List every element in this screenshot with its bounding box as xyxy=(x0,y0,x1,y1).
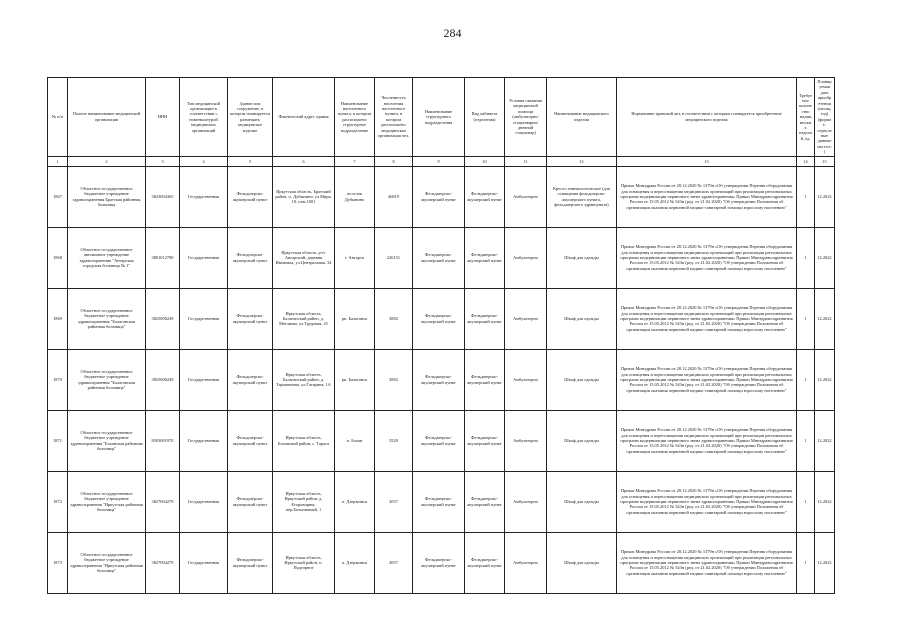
address: Иркутская область, Боханский район, с. Тараса xyxy=(273,410,335,471)
device-name: Шкаф для одежды xyxy=(547,471,617,532)
purchase-date: 12.2022 xyxy=(815,227,835,288)
column-number: 7 xyxy=(335,156,375,166)
structural-unit: Фельдшерско-акушерский пункт xyxy=(413,166,465,227)
column-number: 9 xyxy=(413,156,465,166)
structural-unit: Фельдшерско-акушерский пункт xyxy=(413,471,465,532)
organization-name: Областное государственное бюджетное учреждение здравоохранения "Боханская районная больница" xyxy=(68,410,146,471)
quantity: 1 xyxy=(797,410,815,471)
organization-name: Областное государственное бюджетное учреждение здравоохранения "Иркутская районная больница" xyxy=(68,532,146,593)
column-header: Фактический адрес здания xyxy=(273,78,335,157)
inn: 3825000249 xyxy=(146,349,180,410)
population: 3882 xyxy=(375,288,413,349)
row-number: 1868 xyxy=(48,227,68,288)
table-row xyxy=(48,227,835,288)
organization-name: Областное государственное бюджетное учреждение здравоохранения "Балаганская районная больница" xyxy=(68,288,146,349)
cabinet-type: Фельдшерско-акушерский пункт xyxy=(465,471,505,532)
cabinet-type: Фельдшерско-акушерский пункт xyxy=(465,227,505,288)
building: Фельдшерско-акушерский пункт xyxy=(228,471,273,532)
care-conditions: Амбулаторно xyxy=(505,166,547,227)
row-number: 1870 xyxy=(48,349,68,410)
quantity: 1 xyxy=(797,227,815,288)
column-number: 2 xyxy=(68,156,146,166)
column-header: Численность населения населенного пункта, в котором расположено медицинская организация чел. xyxy=(375,78,413,157)
column-header: № п/п xyxy=(48,78,68,157)
organization-type: Государственная xyxy=(180,166,228,227)
device-name: Шкаф для одежды xyxy=(547,349,617,410)
regulatory-act: Приказ Минздрава России от 28.12.2020 № 1379н «Об утверждении Перечня оборудования для оснащения и переоснащения медицинских организаций при реализации региональных программ модернизации первичного звена здравоохранения» Приказ Минздравсоцразвития России от 15.05.2012 № 543н (ред. от 21.02.2020) "Об утверждении Положения об организации оказания первичной медико-санитарной помощи взрослому населению" xyxy=(617,288,797,349)
settlement: рп. Балаганск xyxy=(335,288,375,349)
structural-unit: Фельдшерско-акушерский пункт xyxy=(413,227,465,288)
device-name: Шкаф для одежды xyxy=(547,288,617,349)
organization-name: Областное государственное автономное учреждение здравоохранения "Ангарская городская больница № 1" xyxy=(68,227,146,288)
column-number: 11 xyxy=(505,156,547,166)
column-header: ИНН xyxy=(146,78,180,157)
column-header: Планируемая дата приобретения (месяц, год) (формат: отраслевые данные мм.гггг.) xyxy=(815,78,835,157)
regulatory-act: Приказ Минздрава России от 28.12.2020 № 1379н «Об утверждении Перечня оборудования для оснащения и переоснащения медицинских организаций при реализации региональных программ модернизации первичного звена здравоохранения» Приказ Минздравсоцразвития России от 15.05.2012 № 543н (ред. от 21.02.2020) "Об утверждении Положения об организации оказания первичной медико-санитарной помощи взрослому населению" xyxy=(617,410,797,471)
table-row xyxy=(48,471,835,532)
population: 2057 xyxy=(375,471,413,532)
care-conditions: Амбулаторно xyxy=(505,227,547,288)
row-number: 1871 xyxy=(48,410,68,471)
regulatory-act: Приказ Минздрава России от 28.12.2020 № 1379н «Об утверждении Перечня оборудования для оснащения и переоснащения медицинских организаций при реализации региональных программ модернизации первичного звена здравоохранения» Приказ Минздравсоцразвития России от 15.05.2012 № 543н (ред. от 21.02.2020) "Об утверждении Положения об организации оказания первичной медико-санитарной помощи взрослому населению" xyxy=(617,227,797,288)
organization-type: Государственная xyxy=(180,288,228,349)
column-number: 3 xyxy=(146,156,180,166)
purchase-date: 12.2022 xyxy=(815,166,835,227)
care-conditions: Амбулаторно xyxy=(505,532,547,593)
purchase-date: 12.2022 xyxy=(815,532,835,593)
table-row xyxy=(48,166,835,227)
quantity: 1 xyxy=(797,532,815,593)
address: Иркутская область, р-н. Ангарский, деревня Ивановка, ул.Центральная, 34 xyxy=(273,227,335,288)
inn: 3827004279 xyxy=(146,532,180,593)
column-header: Нормативно-правовой акт, в соответствии с которым планируется приобретение медицинского изделия xyxy=(617,78,797,157)
population: 5520 xyxy=(375,410,413,471)
row-number: 1869 xyxy=(48,288,68,349)
organization-type: Государственная xyxy=(180,349,228,410)
structural-unit: Фельдшерско-акушерский пункт xyxy=(413,532,465,593)
column-number: 1 xyxy=(48,156,68,166)
header-row xyxy=(48,78,835,157)
cabinet-type: Фельдшерско-акушерский пункт xyxy=(465,410,505,471)
address: Иркутская область, Балаганский район, д. Тарашинова, ул.Гагарина, 1А xyxy=(273,349,335,410)
row-number: 1867 xyxy=(48,166,68,227)
column-header: Условия оказания медицинской помощи (амбулаторно/стационарно/дневной стационар) xyxy=(505,78,547,157)
quantity: 1 xyxy=(797,166,815,227)
inn: 3801012780 xyxy=(146,227,180,288)
column-header: Наименование структурного подразделения xyxy=(413,78,465,157)
regulatory-act: Приказ Минздрава России от 28.12.2020 № 1379н «Об утверждении Перечня оборудования для оснащения и переоснащения медицинских организаций при реализации региональных программ модернизации первичного звена здравоохранения» Приказ Минздравсоцразвития России от 15.05.2012 № 543н (ред. от 21.02.2020) "Об утверждении Положения об организации оказания первичной медико-санитарной помощи взрослому населению" xyxy=(617,349,797,410)
column-header: Тип медицинской организации в соответствии с номенклатурой медицинских организаций xyxy=(180,78,228,157)
purchase-date: 12.2022 xyxy=(815,410,835,471)
cabinet-type: Фельдшерско-акушерский пункт xyxy=(465,166,505,227)
population: 2057 xyxy=(375,532,413,593)
page-number: 284 xyxy=(443,26,462,40)
organization-name: Областное государственное бюджетное учреждение здравоохранения Братская районная больница xyxy=(68,166,146,227)
quantity: 1 xyxy=(797,349,815,410)
equipment-registry-table xyxy=(47,77,835,594)
building: Фельдшерско-акушерский пункт xyxy=(228,349,273,410)
structural-unit: Фельдшерско-акушерский пункт xyxy=(413,410,465,471)
building: Фельдшерско-акушерский пункт xyxy=(228,227,273,288)
regulatory-act: Приказ Минздрава России от 28.12.2020 № 1379н «Об утверждении Перечня оборудования для оснащения и переоснащения медицинских организаций при реализации региональных программ модернизации первичного звена здравоохранения» Приказ Минздравсоцразвития России от 15.05.2012 № 543н (ред. от 21.02.2020) "Об утверждении Положения об организации оказания первичной медико-санитарной помощи взрослому населению" xyxy=(617,471,797,532)
device-name: Шкаф для одежды xyxy=(547,532,617,593)
column-header: Наименование медицинского изделия xyxy=(547,78,617,157)
building: Фельдшерско-акушерский пункт xyxy=(228,166,273,227)
building: Фельдшерско-акушерский пункт xyxy=(228,410,273,471)
column-header: Полное наименование медицинской организации xyxy=(68,78,146,157)
column-header: Вид кабинета (отделения) xyxy=(465,78,505,157)
device-name: Шкаф для одежды xyxy=(547,227,617,288)
settlement: рп. Балаганск xyxy=(335,349,375,410)
inn: 3823004365 xyxy=(146,166,180,227)
row-number: 1873 xyxy=(48,532,68,593)
column-number: 10 xyxy=(465,156,505,166)
organization-name: Областное государственное бюджетное учреждение здравоохранения "Иркутская районная больница" xyxy=(68,471,146,532)
settlement: п. Дзержинск xyxy=(335,532,375,593)
care-conditions: Амбулаторно xyxy=(505,288,547,349)
column-numbers-row xyxy=(48,156,835,166)
column-header: Здание или сооружение, в котором планируется размещать медицинское изделие xyxy=(228,78,273,157)
column-number: 12 xyxy=(547,156,617,166)
device-name: Шкаф для одежды xyxy=(547,410,617,471)
cabinet-type: Фельдшерско-акушерский пункт xyxy=(465,288,505,349)
organization-type: Государственная xyxy=(180,471,228,532)
table-row xyxy=(48,532,835,593)
organization-type: Государственная xyxy=(180,227,228,288)
organization-type: Государственная xyxy=(180,410,228,471)
settlement: п. Бохан xyxy=(335,410,375,471)
table-row xyxy=(48,410,835,471)
device-name: Кресло гинекологическое (для оснащения фельдшерско-акушерского пункта, фельдшерского здравпункта) xyxy=(547,166,617,227)
purchase-date: 12.2022 xyxy=(815,471,835,532)
column-number: 4 xyxy=(180,156,228,166)
regulatory-act: Приказ Минздрава России от 28.12.2020 № 1379н «Об утверждении Перечня оборудования для оснащения и переоснащения медицинских организаций при реализации региональных программ модернизации первичного звена здравоохранения» Приказ Минздравсоцразвития России от 15.05.2012 № 543н (ред. от 21.02.2020) "Об утверждении Положения об организации оказания первичной медико-санитарной помощи взрослому населению" xyxy=(617,166,797,227)
population: 46819 xyxy=(375,166,413,227)
column-number: 5 xyxy=(228,156,273,166)
care-conditions: Амбулаторно xyxy=(505,349,547,410)
settlement: поселок Дубынино xyxy=(335,166,375,227)
purchase-date: 12.2022 xyxy=(815,288,835,349)
address: Иркутская область, Иркутский район, п. Подгорное xyxy=(273,532,335,593)
quantity: 1 xyxy=(797,288,815,349)
cabinet-type: Фельдшерско-акушерский пункт xyxy=(465,532,505,593)
inn: 8503001970 xyxy=(146,410,180,471)
column-number: 8 xyxy=(375,156,413,166)
table-row xyxy=(48,349,835,410)
column-header: Требуемое количество медицинских изделий, ед. xyxy=(797,78,815,157)
population: 3882 xyxy=(375,349,413,410)
purchase-date: 12.2022 xyxy=(815,349,835,410)
care-conditions: Амбулаторно xyxy=(505,471,547,532)
structural-unit: Фельдшерско-акушерский пункт xyxy=(413,288,465,349)
organization-type: Государственная xyxy=(180,532,228,593)
column-number: 14 xyxy=(797,156,815,166)
address: Иркутская область, Братский район, п. Дубынино, ул.Мира, 10, пом 1001 xyxy=(273,166,335,227)
column-number: 13 xyxy=(617,156,797,166)
settlement: г. Ангарск xyxy=(335,227,375,288)
regulatory-act: Приказ Минздрава России от 28.12.2020 № 1379н «Об утверждении Перечня оборудования для оснащения и переоснащения медицинских организаций при реализации региональных программ модернизации первичного звена здравоохранения» Приказ Минздравсоцразвития России от 15.05.2012 № 543н (ред. от 21.02.2020) "Об утверждении Положения об организации оказания первичной медико-санитарной помощи взрослому населению" xyxy=(617,532,797,593)
address: Иркутская область, Балаганский район, д. Метляева, ул.Трудовая, 25 xyxy=(273,288,335,349)
column-number: 6 xyxy=(273,156,335,166)
building: Фельдшерско-акушерский пункт xyxy=(228,532,273,593)
row-number: 1872 xyxy=(48,471,68,532)
cabinet-type: Фельдшерско-акушерский пункт xyxy=(465,349,505,410)
organization-name: Областное государственное бюджетное учреждение здравоохранения "Балаганская районная больница" xyxy=(68,349,146,410)
population: 226151 xyxy=(375,227,413,288)
inn: 3825000249 xyxy=(146,288,180,349)
quantity: 1 xyxy=(797,471,815,532)
inn: 3827004279 xyxy=(146,471,180,532)
column-number: 15 xyxy=(815,156,835,166)
building: Фельдшерско-акушерский пункт xyxy=(228,288,273,349)
settlement: п. Дзержинск xyxy=(335,471,375,532)
structural-unit: Фельдшерско-акушерский пункт xyxy=(413,349,465,410)
table-row xyxy=(48,288,835,349)
address: Иркутская область, Иркутский район, д. Егоровщина, пер.Больничный, 1 xyxy=(273,471,335,532)
care-conditions: Амбулаторно xyxy=(505,410,547,471)
column-header: Наименование населенного пункта, в котором расположено структурное подразделение xyxy=(335,78,375,157)
